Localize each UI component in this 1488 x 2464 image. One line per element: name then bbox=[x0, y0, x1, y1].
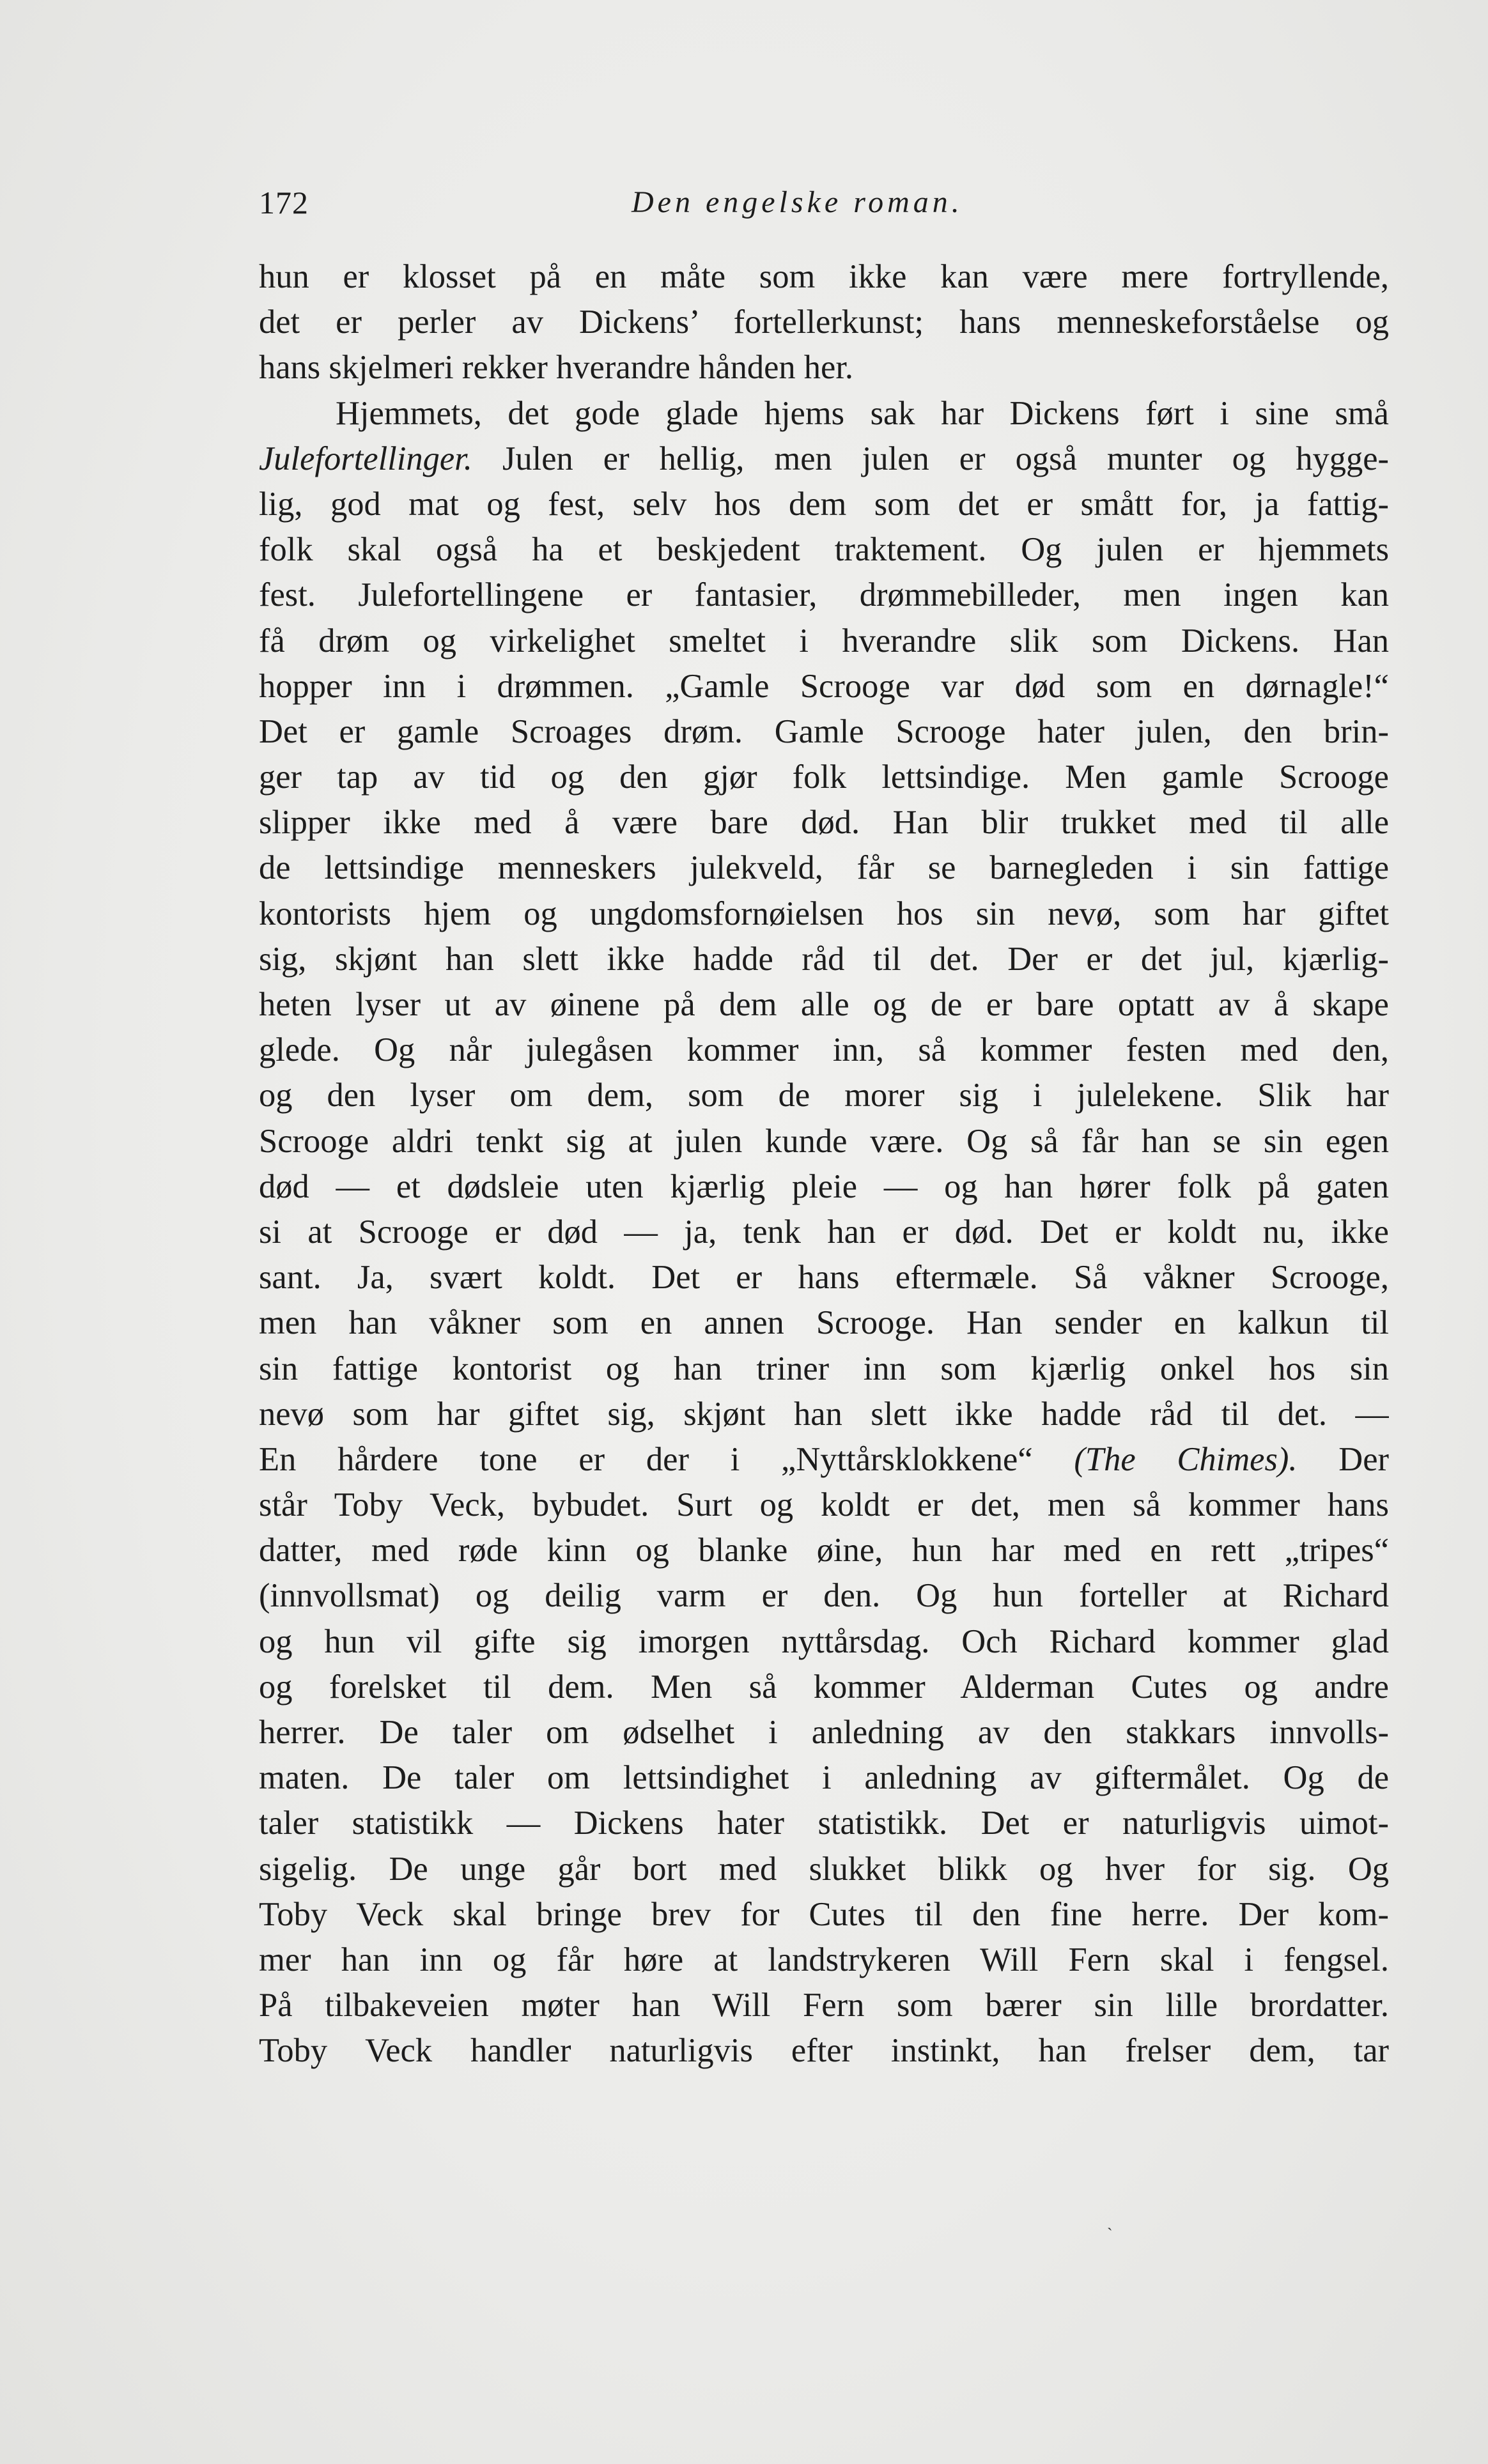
paragraph-start-line: Hjemmets, det gode glade hjems sak har Dickens ført i sine små bbox=[336, 394, 1389, 432]
text-line: En hårdere tone er der i „Nyttårsklokkene“ (The Chimes). Der bbox=[259, 1440, 1389, 1478]
text-line: glede. Og når julegåsen kommer inn, så kommer festen med den, bbox=[259, 1031, 1389, 1069]
text-line: men han våkner som en annen Scrooge. Han sender en kalkun til bbox=[259, 1304, 1389, 1342]
text-line: slipper ikke med å være bare død. Han blir trukket med til alle bbox=[259, 804, 1389, 842]
text-line: og forelsket til dem. Men så kommer Alderman Cutes og andre bbox=[259, 1668, 1389, 1706]
text-line: ger tap av tid og den gjør folk lettsindige. Men gamle Scrooge bbox=[259, 758, 1389, 796]
text-line: fest. Julefortellingene er fantasier, drømmebilleder, men ingen kan bbox=[259, 576, 1389, 614]
text-line: død — et dødsleie uten kjærlig pleie — og han hører folk på gaten bbox=[259, 1167, 1389, 1205]
text-line: hans skjelmeri rekker hverandre hånden her. bbox=[259, 349, 854, 387]
text-line: sin fattige kontorist og han triner inn som kjærlig onkel hos sin bbox=[259, 1350, 1389, 1387]
text-line: Toby Veck handler naturligvis efter instinkt, han frelser dem, tar bbox=[259, 2032, 1389, 2070]
text-line: datter, med røde kinn og blanke øine, hun har med en rett „tripes“ bbox=[259, 1532, 1389, 1569]
text-line: herrer. De taler om ødselhet i anledning av den stakkars innvolls- bbox=[259, 1714, 1389, 1751]
text-line: Det er gamle Scroages drøm. Gamle Scrooge hater julen, den brin- bbox=[259, 712, 1389, 750]
text-line: hun er klosset på en måte som ikke kan være mere fortryllende, bbox=[259, 258, 1389, 295]
text-line: og den lyser om dem, som de morer sig i julelekene. Slik har bbox=[259, 1077, 1389, 1114]
text-line: nevø som har giftet sig, skjønt han slett ikke hadde råd til det. — bbox=[259, 1395, 1389, 1433]
text-line: sigelig. De unge går bort med slukket blikk og hver for sig. Og bbox=[259, 1850, 1389, 1888]
text-line: sant. Ja, svært koldt. Det er hans eftermæle. Så våkner Scrooge, bbox=[259, 1259, 1389, 1297]
text-line: si at Scrooge er død — ja, tenk han er død. Det er koldt nu, ikke bbox=[259, 1213, 1389, 1251]
text-line: få drøm og virkelighet smeltet i hverandre slik som Dickens. Han bbox=[259, 622, 1389, 659]
book-title-the-chimes: (The Chimes). bbox=[1074, 1440, 1298, 1478]
text-line: Scrooge aldri tenkt sig at julen kunde være. Og så får han se sin egen bbox=[259, 1122, 1389, 1160]
text-line: mer han inn og får høre at landstrykeren Will Fern skal i fengsel. bbox=[259, 1941, 1389, 1978]
text-line: folk skal også ha et beskjedent traktement. Og julen er hjemmets bbox=[259, 531, 1389, 569]
text-line: maten. De taler om lettsindighet i anledning av giftermålet. Og de bbox=[259, 1759, 1389, 1797]
text-line: På tilbakeveien møter han Will Fern som bærer sin lille brordatter. bbox=[259, 1987, 1389, 2024]
text-line: de lettsindige menneskers julekveld, får se barnegleden i sin fattige bbox=[259, 849, 1389, 887]
stray-ink-mark: ˎ bbox=[1107, 2212, 1113, 2231]
text-line: Toby Veck skal bringe brev for Cutes til den fine herre. Der kom- bbox=[259, 1895, 1389, 1933]
page-number: 172 bbox=[259, 185, 309, 220]
text-line: lig, god mat og fest, selv hos dem som det er smått for, ja fattig- bbox=[259, 485, 1389, 523]
text-line: taler statistikk — Dickens hater statistikk. Det er naturligvis uimot- bbox=[259, 1805, 1389, 1842]
text-line: heten lyser ut av øinene på dem alle og de er bare optatt av å skape bbox=[259, 986, 1389, 1023]
text-line: og hun vil gifte sig imorgen nyttårsdag. Och Richard kommer glad bbox=[259, 1622, 1389, 1660]
page-header bbox=[259, 180, 1389, 225]
text-line: sig, skjønt han slett ikke hadde råd til det. Der er det jul, kjærlig- bbox=[259, 940, 1389, 978]
text-line: det er perler av Dickens’ fortellerkunst; hans menneskeforståelse og bbox=[259, 304, 1389, 341]
text-line: Julefortellinger. Julen er hellig, men julen er også munter og hygge- bbox=[259, 440, 1389, 477]
text-line: (innvollsmat) og deilig varm er den. Og hun forteller at Richard bbox=[259, 1577, 1389, 1615]
text-line: står Toby Veck, bybudet. Surt og koldt er det, men så kommer hans bbox=[259, 1486, 1389, 1524]
text-line: kontorists hjem og ungdomsfornøielsen hos sin nevø, som har giftet bbox=[259, 895, 1389, 932]
book-title-julefortellinger: Julefortellinger. bbox=[259, 440, 472, 477]
body-text bbox=[259, 254, 1389, 2074]
text-line: hopper inn i drømmen. „Gamle Scrooge var død som en dørnagle!“ bbox=[259, 667, 1389, 705]
running-title: Den engelske roman. bbox=[632, 185, 963, 219]
